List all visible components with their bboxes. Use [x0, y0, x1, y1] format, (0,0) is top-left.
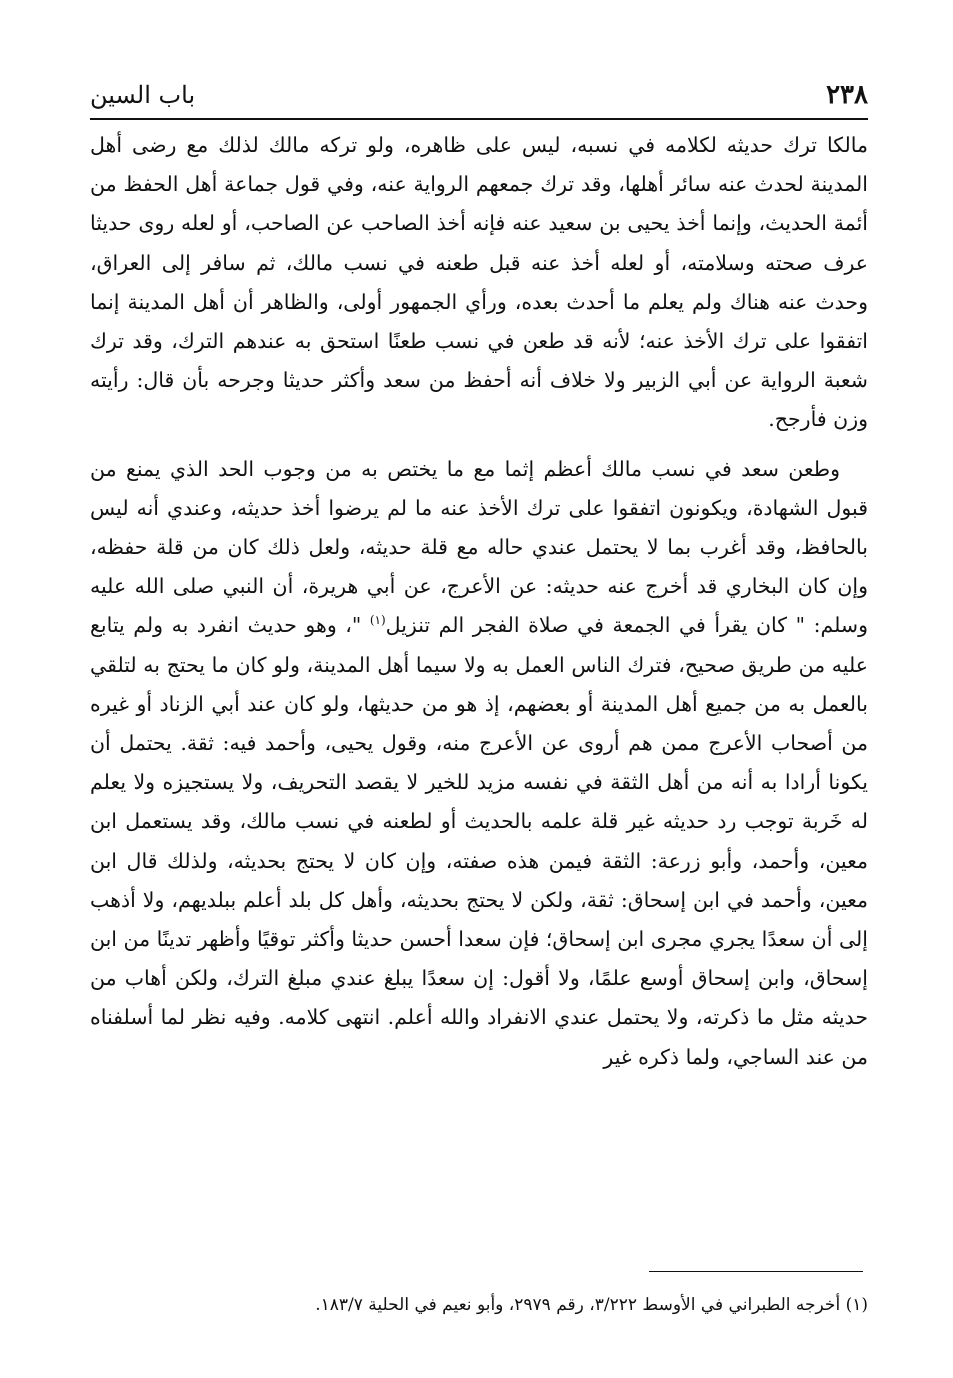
paragraph-1 — [90, 126, 868, 440]
paragraph-2-text-start: وطعن سعد في نسب مالك أعظم إثما مع ما يختص به من وجوب الحد الذي يمنع من قبول الشهادة، ويكونون اتفقوا على ترك الأخذ عنه ما لم يرضوا أخذ حديثه، وعندي أنه ليس بالحافظ، وقد أغرب بما لا يحتمل عندي حاله مع قلة حديثه، ولعل ذلك كان من قلة حفظه، وإن كان البخاري قد أخرج عنه حديثه: عن الأعرج، عن أبي هريرة، أن النبي صلى الله عليه وسلم: " كان يقرأ في الجمعة في صلاة الفجر الم تنزيل — [90, 456, 868, 638]
header-divider — [90, 118, 868, 120]
main-text — [90, 126, 868, 1077]
paragraph-2 — [90, 450, 868, 1077]
page-number: ٢٣٨ — [826, 80, 868, 110]
paragraph-1-text: مالكا ترك حديثه لكلامه في نسبه، ليس على ظاهره، ولو تركه مالك لذلك مع رضى أهل المدينة لحدث عنه سائر أهلها، وقد ترك جمعهم الرواية عنه، وفي قول جماعة أهل الحفظ من أئمة الحديث، وإنما أخذ يحيى بن سعيد عنه فإنه أخذ الصاحب عن الصاحب، أو لعله روى حديثا عرف صحته وسلامته، أو لعله أخذ عنه قبل طعنه في نسب مالك، ثم سافر إلى العراق، وحدث عنه هناك ولم يعلم ما أحدث بعده، ورأي الجمهور أولى، والظاهر أن أهل المدينة إنما اتفقوا على ترك الأخذ عنه؛ لأنه قد طعن في نسب طعنًا استحق به عندهم الترك، وقد ترك شعبة الرواية عن أبي الزبير ولا خلاف أنه أحفظ من سعد وأكثر حديثا وجرحه بأن قال: رأيته وزن فأرجح. — [90, 133, 868, 432]
footnotes — [90, 1290, 868, 1320]
page-header — [90, 78, 868, 118]
footnote-divider — [649, 1271, 863, 1272]
paragraph-2-text-end: "، وهو حديث انفرد به ولم يتابع عليه من طريق صحيح، فترك الناس العمل به ولا سيما أهل المدينة، ولو كان ما يحتج به لتلقي بالعمل به من جميع أهل المدينة أو بعضهم، إذ هو من حديثها، ولو كان عند أبي الزناد أو غيره من أصحاب الأعرج ممن هم أروى عن الأعرج منه، وقول يحيى، وأحمد فيه: ثقة. يحتمل أن يكونا أرادا به أنه من أهل الثقة في نفسه مزيد للخير لا يقصد التحريف، ولا يستجيزه ولا يعلم له خَربة توجب رد حديثه غير قلة علمه بالحديث أو لطعنه في نسب مالك، وقد يستعمل ابن معين، وأحمد، وأبو زرعة: الثقة فيمن هذه صفته، وإن كان لا يحتج بحديثه، ولذلك قال ابن معين، وأحمد في ابن إسحاق: ثقة، ولكن لا يحتج بحديثه، وأهل كل بلد أعلم ببلديهم، ولا أذهب إلى أن سعدًا يجري مجرى ابن إسحاق؛ فإن سعدا أحسن حديثا وأكثر توقيًا وأظهر تدينًا من ابن إسحاق، وابن إسحاق أوسع علمًا، ولا أقول: إن سعدًا يبلغ عندي مبلغ الترك، ولكن أهاب من حديثه مثل ما ذكرته، ولا يحتمل عندي الانفراد والله أعلم. انتهى كلامه. وفيه نظر لما أسلفناه من عند الساجي، ولما ذكره غير — [90, 613, 868, 1069]
running-title: باب السين — [90, 81, 196, 109]
footnote-reference[interactable]: (١) — [369, 613, 386, 628]
footnote-1 — [90, 1290, 868, 1320]
footnote-1-text: أخرجه الطبراني في الأوسط ٣/٢٢٢، رقم ٢٩٧٩، وأبو نعيم في الحلية ١٨٣/٧. — [315, 1295, 841, 1315]
footnote-1-marker: (١) — [845, 1295, 868, 1315]
